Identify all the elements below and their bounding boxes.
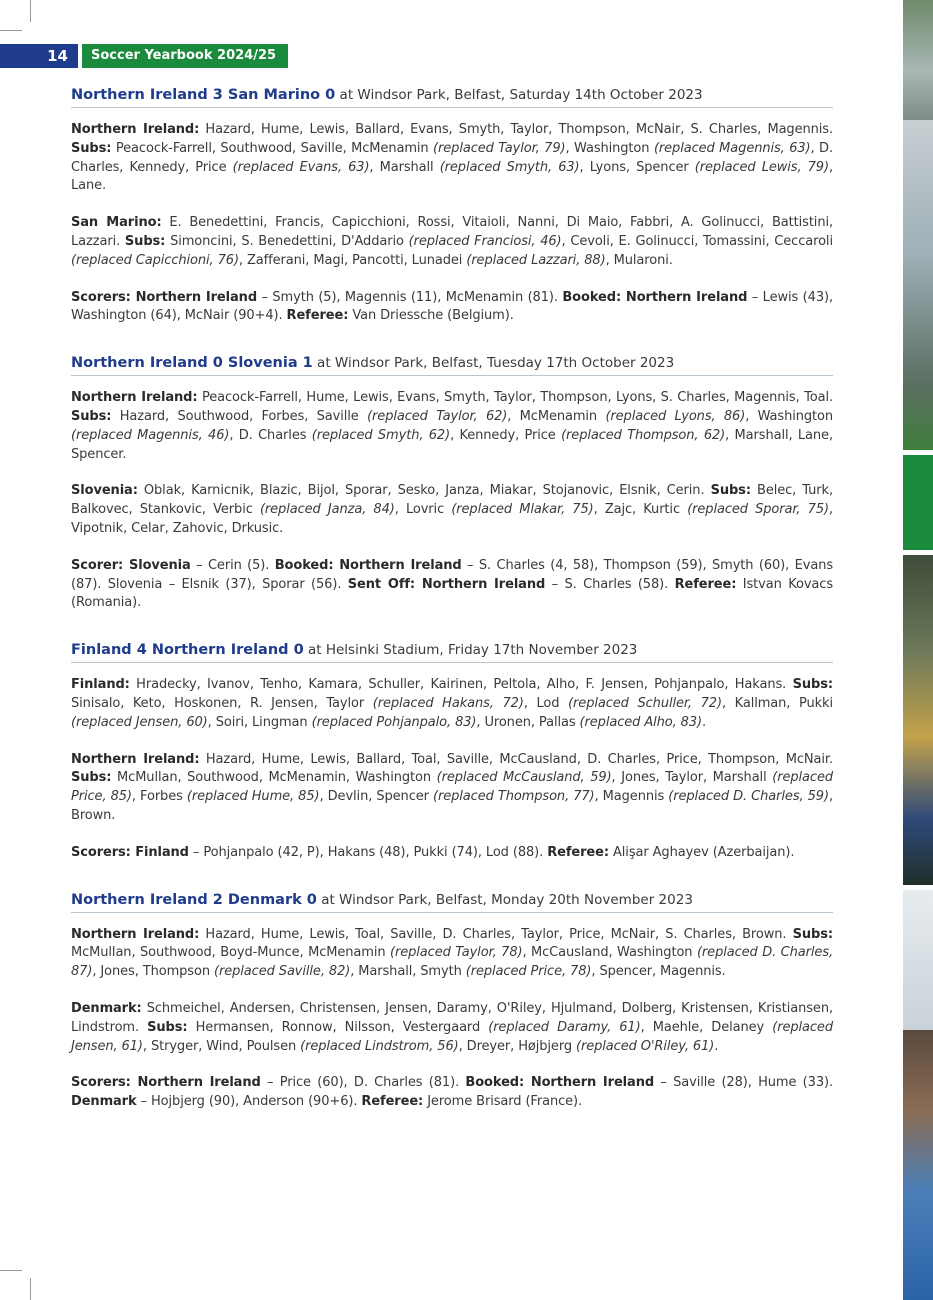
match-reports xyxy=(71,87,833,1141)
text-segment: , McCausland, Washington xyxy=(522,945,697,961)
edge-photo-strip xyxy=(903,0,933,1300)
text-segment: Belec, Turk, Balkovec, Stankovic, Verbic xyxy=(71,483,834,518)
text-segment: – Lewis (43), Washington (64), McNair (90+4). xyxy=(71,289,833,324)
field-label: Referee: xyxy=(286,308,349,324)
text-segment: – Price (60), D. Charles (81). xyxy=(260,1075,466,1091)
match-report xyxy=(71,355,833,613)
text-segment: , Lyons, Spencer xyxy=(579,159,695,175)
text-segment: Van Driessche (Belgium). xyxy=(348,308,514,324)
match-summary xyxy=(71,844,833,863)
substitution-note: (replaced Taylor, 62) xyxy=(367,408,508,424)
team-lineup xyxy=(71,926,833,982)
text-segment: , Spencer, Magennis. xyxy=(591,964,726,980)
text-segment: Hazard, Southwood, Forbes, Saville xyxy=(111,408,368,424)
substitution-note: (replaced Magennis, 63) xyxy=(653,140,811,156)
text-segment: , Lane. xyxy=(71,159,833,194)
substitution-note: (replaced McCausland, 59) xyxy=(436,770,612,786)
text-segment: , Jones, Taylor, Marshall xyxy=(611,770,773,786)
match-report xyxy=(71,642,833,862)
text-segment: , Devlin, Spencer xyxy=(319,789,433,805)
text-segment: Istvan Kovacs (Romania). xyxy=(71,576,834,611)
match-summary xyxy=(71,289,833,327)
field-label: Referee: xyxy=(361,1094,424,1110)
field-label: Subs: xyxy=(147,1019,188,1035)
crop-mark xyxy=(30,0,31,22)
text-segment: , Stryger, Wind, Poulsen xyxy=(142,1038,301,1054)
text-segment: , Lod xyxy=(523,695,569,711)
text-segment: , Kallman, Pukki xyxy=(721,695,833,711)
text-segment: . xyxy=(702,714,707,730)
text-segment: , Maehle, Delaney xyxy=(640,1019,773,1035)
substitution-note: (replaced Taylor, 78) xyxy=(390,945,523,961)
field-label: Referee: xyxy=(674,576,737,592)
book-title: Soccer Yearbook 2024/25 xyxy=(82,44,288,68)
crop-mark xyxy=(0,30,22,31)
team-lineup xyxy=(71,1000,833,1056)
text-segment: – S. Charles (58). xyxy=(545,576,675,592)
substitution-note: (replaced Price, 85) xyxy=(71,770,833,805)
match-title: Finland 4 Northern Ireland 0 xyxy=(71,642,304,659)
substitution-note: (replaced Daramy, 61) xyxy=(488,1019,641,1035)
field-label: Sent Off: Northern Ireland xyxy=(347,576,546,592)
team-lineup xyxy=(71,751,833,826)
text-segment: Simoncini, S. Benedettini, D'Addario xyxy=(165,233,409,249)
text-segment: , Zajc, Kurtic xyxy=(593,502,688,518)
substitution-note: (replaced Lyons, 86) xyxy=(605,408,746,424)
substitution-note: (replaced Franciosi, 46) xyxy=(408,233,562,249)
text-segment: , Lovric xyxy=(394,502,452,518)
page-number: 14 xyxy=(0,44,78,68)
field-label: Northern Ireland: xyxy=(71,751,200,767)
text-segment: , Marshall, Lane, Spencer. xyxy=(71,427,833,462)
substitution-note: (replaced Price, 78) xyxy=(465,964,592,980)
text-segment: Peacock-Farrell, Southwood, Saville, McMenamin xyxy=(111,140,434,156)
text-segment: Schmeichel, Andersen, Christensen, Jensen, Daramy, O'Riley, Hjulmand, Dolberg, Kristensen, Kristiansen, Lindstrom. xyxy=(71,1000,833,1035)
match-venue: at Windsor Park, Belfast, Tuesday 17th October 2023 xyxy=(312,355,675,372)
substitution-note: (replaced Pohjanpalo, 83) xyxy=(311,714,477,730)
match-title: Northern Ireland 3 San Marino 0 xyxy=(71,87,336,103)
text-segment: , Jones, Thompson xyxy=(92,964,215,980)
substitution-note: (replaced Evans, 63) xyxy=(232,159,370,175)
match-title: Northern Ireland 2 Denmark 0 xyxy=(71,891,317,908)
text-segment: Sinisalo, Keto, Hoskonen, R. Jensen, Taylor xyxy=(71,695,373,711)
field-label: Subs: xyxy=(71,140,112,156)
text-segment: McMullan, Southwood, McMenamin, Washington xyxy=(111,770,437,786)
field-label: Northern Ireland: xyxy=(71,122,200,137)
team-lineup xyxy=(71,676,833,732)
text-segment: Alişar Aghayev (Azerbaijan). xyxy=(608,844,795,860)
match-report xyxy=(71,892,833,1112)
match-header xyxy=(71,892,833,913)
team-lineup xyxy=(71,214,833,270)
field-label: Subs: xyxy=(792,677,833,693)
substitution-note: (replaced Hakans, 72) xyxy=(372,695,524,711)
match-header xyxy=(71,355,833,376)
substitution-note: (replaced Mlakar, 75) xyxy=(451,502,594,518)
field-label: San Marino: xyxy=(71,215,162,231)
team-lineup xyxy=(71,389,833,464)
field-label: Finland: xyxy=(71,677,130,693)
team-lineup xyxy=(71,482,833,538)
field-label: Booked: Northern Ireland xyxy=(562,289,748,305)
substitution-note: (replaced Janza, 84) xyxy=(259,502,395,518)
text-segment: . xyxy=(714,1038,719,1054)
substitution-note: (replaced Sporar, 75) xyxy=(687,502,829,518)
substitution-note: (replaced Jensen, 61) xyxy=(71,1019,833,1054)
text-segment: , D. Charles xyxy=(229,427,312,443)
team-lineup xyxy=(71,121,833,196)
field-label: Subs: xyxy=(710,483,751,499)
text-segment: Hradecky, Ivanov, Tenho, Kamara, Schuller, Kairinen, Peltola, Alho, F. Jensen, Pohjanpalo, Hakans. xyxy=(129,677,793,693)
text-segment: – Cerin (5). xyxy=(190,557,275,573)
field-label: Subs: xyxy=(71,408,112,424)
page-header xyxy=(0,44,288,68)
substitution-note: (replaced Lindstrom, 56) xyxy=(300,1038,459,1054)
match-venue: at Windsor Park, Belfast, Monday 20th November 2023 xyxy=(316,891,693,908)
text-segment: – Hojbjerg (90), Anderson (90+6). xyxy=(136,1094,362,1110)
match-header xyxy=(71,87,833,108)
text-segment: , Vipotnik, Celar, Zahovic, Drkusic. xyxy=(71,502,834,536)
text-segment: Peacock-Farrell, Hume, Lewis, Evans, Smyth, Taylor, Thompson, Lyons, S. Charles, Magennis, Toal. xyxy=(197,390,833,406)
text-segment: , McMenamin xyxy=(507,408,606,424)
field-label: Subs: xyxy=(71,770,112,786)
substitution-note: (replaced Schuller, 72) xyxy=(568,695,722,711)
substitution-note: (replaced O'Riley, 61) xyxy=(576,1038,715,1054)
text-segment: , D. Charles, Kennedy, Price xyxy=(71,140,834,175)
substitution-note: (replaced Jensen, 60) xyxy=(71,714,208,730)
text-segment: E. Benedettini, Francis, Capicchioni, Rossi, Vitaioli, Nanni, Di Maio, Fabbri, A. Golinucci, Battistini, Lazzari. xyxy=(71,215,834,249)
field-label: Scorers: Northern Ireland xyxy=(71,289,258,305)
field-label: Denmark: xyxy=(71,1000,142,1016)
text-segment: , Magennis xyxy=(594,789,669,805)
crop-mark xyxy=(30,1278,31,1300)
field-label: Subs: xyxy=(792,926,833,942)
match-report xyxy=(71,87,833,326)
substitution-note: (replaced Thompson, 62) xyxy=(561,427,726,443)
field-label: Denmark xyxy=(71,1094,137,1110)
match-venue: at Windsor Park, Belfast, Saturday 14th October 2023 xyxy=(335,87,703,103)
substitution-note: (replaced Smyth, 62) xyxy=(311,427,451,443)
crop-mark xyxy=(0,1270,22,1271)
match-venue: at Helsinki Stadium, Friday 17th November 2023 xyxy=(303,642,638,659)
match-title: Northern Ireland 0 Slovenia 1 xyxy=(71,355,313,372)
substitution-note: (replaced D. Charles, 59) xyxy=(668,789,829,805)
text-segment: Hazard, Hume, Lewis, Ballard, Toal, Saville, McCausland, D. Charles, Price, Thompson, McNair. xyxy=(199,751,834,767)
text-segment: , Marshall, Smyth xyxy=(350,964,466,980)
substitution-note: (replaced Magennis, 46) xyxy=(71,427,230,443)
text-segment: , Kennedy, Price xyxy=(450,427,562,443)
text-segment: , Zafferani, Magi, Pancotti, Lunadei xyxy=(238,252,467,268)
match-summary xyxy=(71,557,833,613)
substitution-note: (replaced Lazzari, 88) xyxy=(466,252,606,268)
text-segment: – Pohjanpalo (42, P), Hakans (48), Pukki (74), Lod (88). xyxy=(188,844,548,860)
field-label: Slovenia: xyxy=(71,483,138,499)
text-segment: , Cevoli, E. Golinucci, Tomassini, Ceccaroli xyxy=(561,233,833,249)
text-segment: Jerome Brisard (France). xyxy=(423,1094,583,1110)
field-label: Referee: xyxy=(547,844,609,860)
text-segment: – Smyth (5), Magennis (11), McMenamin (81). xyxy=(257,289,563,305)
text-segment: Hazard, Hume, Lewis, Toal, Saville, D. Charles, Taylor, Price, McNair, S. Charles, Brown. xyxy=(199,926,793,942)
text-segment: – S. Charles (4, 58), Thompson (59), Smyth (60), Evans (87). Slovenia – Elsnik (37), Sporar (56). xyxy=(71,557,834,592)
field-label: Booked: Northern Ireland xyxy=(465,1075,655,1091)
substitution-note: (replaced D. Charles, 87) xyxy=(71,945,833,980)
field-label: Subs: xyxy=(124,233,166,249)
field-label: Scorers: Finland xyxy=(71,844,189,860)
substitution-note: (replaced Capicchioni, 76) xyxy=(71,252,239,268)
text-segment: – Saville (28), Hume (33). xyxy=(654,1075,833,1091)
match-summary xyxy=(71,1074,833,1112)
text-segment: , Uronen, Pallas xyxy=(476,714,580,730)
field-label: Booked: Northern Ireland xyxy=(274,557,462,573)
text-segment: , Soiri, Lingman xyxy=(207,714,312,730)
substitution-note: (replaced Smyth, 63) xyxy=(439,159,580,175)
text-segment: , Mularoni. xyxy=(605,252,673,268)
substitution-note: (replaced Thompson, 77) xyxy=(433,789,595,805)
text-segment: Hermansen, Ronnow, Nilsson, Vestergaard xyxy=(187,1019,489,1035)
substitution-note: (replaced Taylor, 79) xyxy=(433,140,566,156)
text-segment: McMullan, Southwood, Boyd-Munce, McMenamin xyxy=(71,945,390,961)
substitution-note: (replaced Alho, 83) xyxy=(579,714,702,730)
field-label: Northern Ireland: xyxy=(71,926,200,942)
field-label: Scorers: Northern Ireland xyxy=(71,1075,261,1091)
field-label: Northern Ireland: xyxy=(71,390,198,406)
text-segment: , Forbes xyxy=(131,789,187,805)
text-segment: , Dreyer, Højbjerg xyxy=(458,1038,577,1054)
substitution-note: (replaced Hume, 85) xyxy=(186,789,320,805)
field-label: Scorer: Slovenia xyxy=(71,557,191,573)
text-segment: , Marshall xyxy=(369,159,440,175)
substitution-note: (replaced Lewis, 79) xyxy=(694,159,829,175)
text-segment: Hazard, Hume, Lewis, Ballard, Evans, Smyth, Taylor, Thompson, McNair, S. Charles, Magennis. xyxy=(199,122,833,137)
text-segment: , Washington xyxy=(565,140,654,156)
text-segment: , Brown. xyxy=(71,789,833,823)
substitution-note: (replaced Saville, 82) xyxy=(214,964,351,980)
text-segment: Oblak, Karnicnik, Blazic, Bijol, Sporar, Sesko, Janza, Miakar, Stojanovic, Elsnik, Cerin. xyxy=(137,483,711,499)
text-segment: , Washington xyxy=(745,408,833,424)
match-header xyxy=(71,642,833,663)
